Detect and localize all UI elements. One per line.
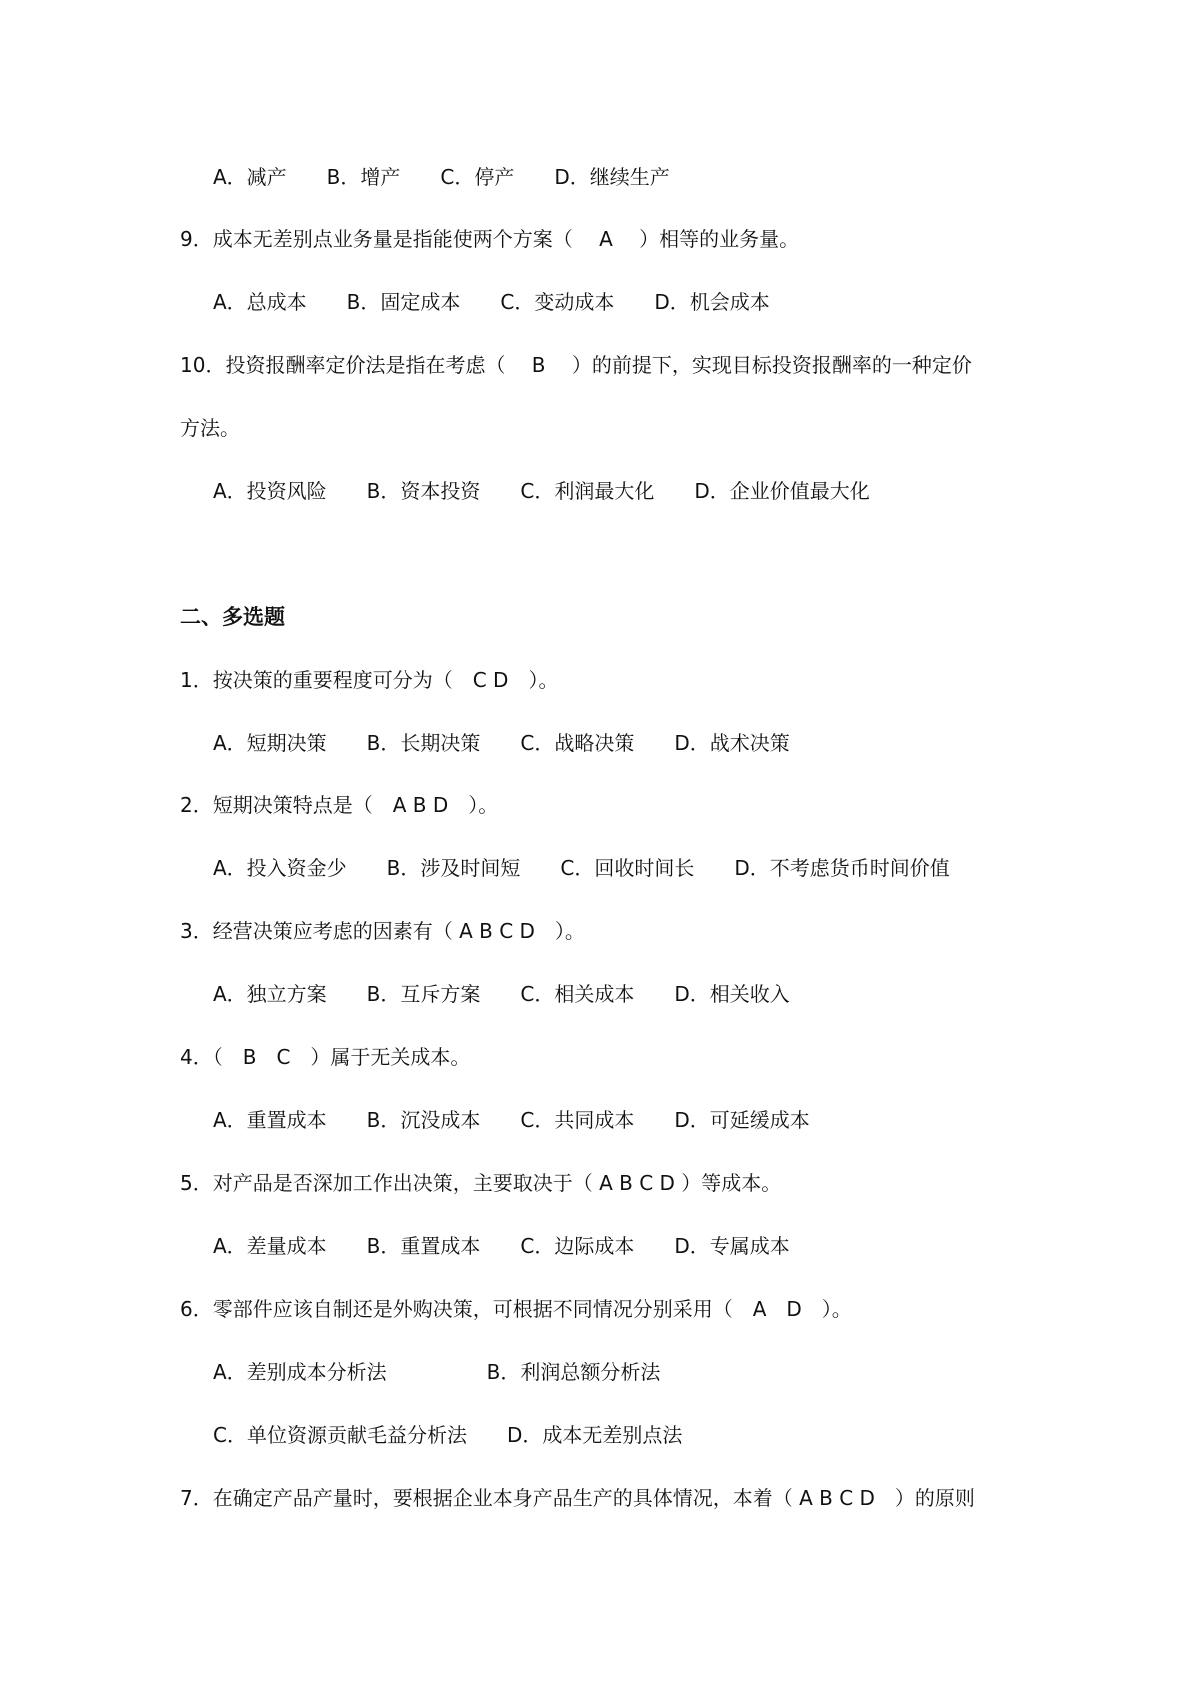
option-line: A．差量成本 B．重置成本 C．边际成本 D．专属成本 <box>213 1234 790 1258</box>
option-line: A．重置成本 B．沉没成本 C．共同成本 D．可延缓成本 <box>213 1108 810 1132</box>
question-line: 4．（ B C ）属于无关成本。 <box>180 1045 471 1069</box>
option-line: A．总成本 B．固定成本 C．变动成本 D．机会成本 <box>213 290 770 314</box>
option-line: C．单位资源贡献毛益分析法 D．成本无差别点法 <box>213 1423 683 1447</box>
question-line: 6．零部件应该自制还是外购决策，可根据不同情况分别采用（ A D ）。 <box>180 1297 852 1321</box>
option-line: A．投入资金少 B．涉及时间短 C．回收时间长 D．不考虑货币时间价值 <box>213 856 950 880</box>
question-line: 1．按决策的重要程度可分为（ C D ）。 <box>180 668 559 692</box>
question-line: 9．成本无差别点业务量是指能使两个方案（ A ）相等的业务量。 <box>180 227 800 251</box>
question-line: 3．经营决策应考虑的因素有（ A B C D ）。 <box>180 919 585 943</box>
option-line: A．投资风险 B．资本投资 C．利润最大化 D．企业价值最大化 <box>213 479 870 503</box>
question-line-continued: 方法。 <box>180 416 240 440</box>
option-line: A．差别成本分析法 B．利润总额分析法 <box>213 1360 661 1384</box>
option-line: A．减产 B．增产 C．停产 D．继续生产 <box>213 165 670 189</box>
option-line: A．独立方案 B．互斥方案 C．相关成本 D．相关收入 <box>213 982 790 1006</box>
question-line: 5．对产品是否深加工作出决策，主要取决于（ A B C D ）等成本。 <box>180 1171 782 1195</box>
question-line: 2．短期决策特点是（ A B D ）。 <box>180 793 499 817</box>
section-heading: 二、多选题 <box>180 605 285 629</box>
option-line: A．短期决策 B．长期决策 C．战略决策 D．战术决策 <box>213 731 790 755</box>
question-line: 7．在确定产品产量时，要根据企业本身产品生产的具体情况，本着（ A B C D ）的原则 <box>180 1486 975 1510</box>
question-line: 10．投资报酬率定价法是指在考虑（ B ）的前提下，实现目标投资报酬率的一种定价 <box>180 353 972 377</box>
